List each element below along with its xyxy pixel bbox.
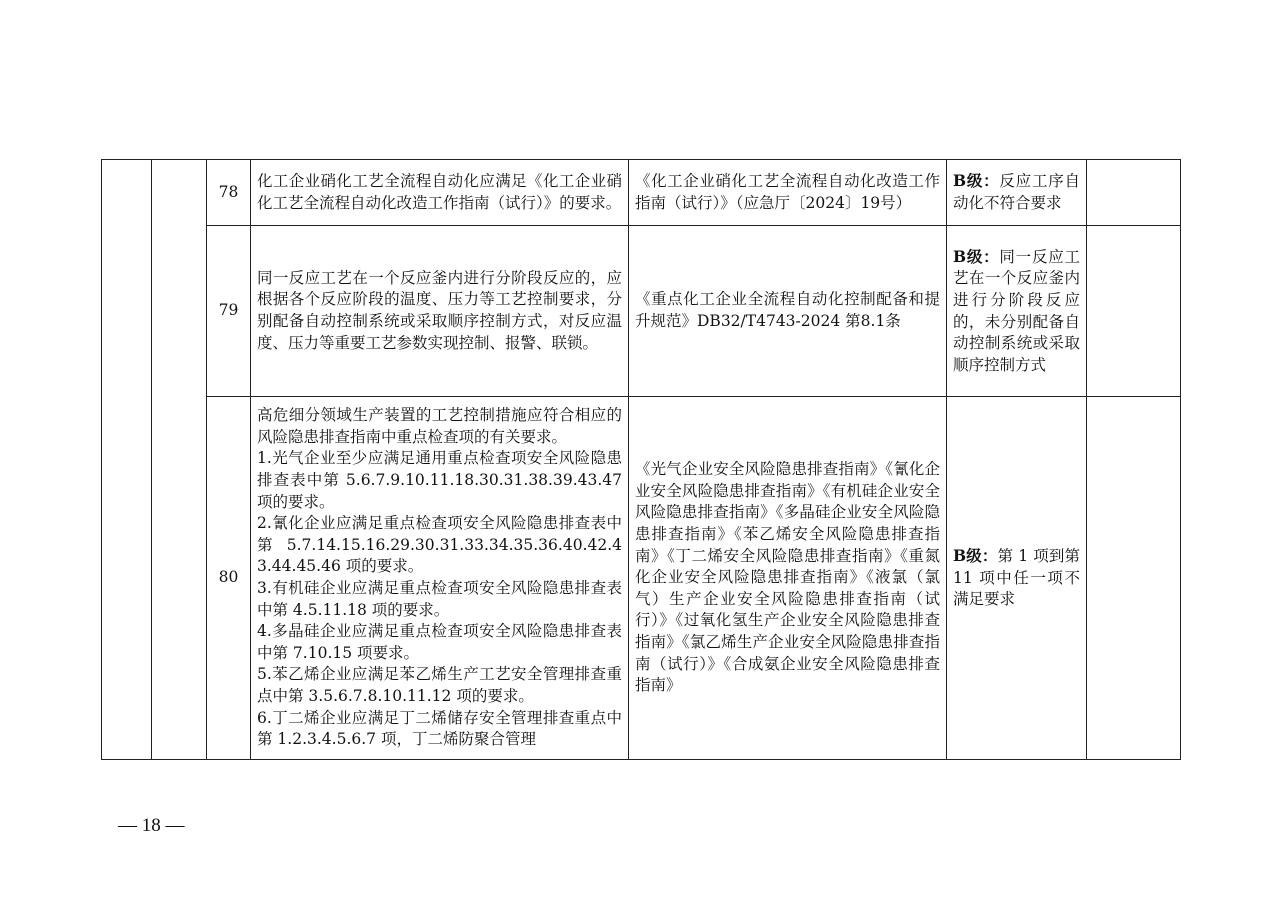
remarks-cell [1087, 226, 1181, 397]
item-number: 79 [207, 226, 251, 397]
grade-label: B级： [953, 171, 1000, 191]
requirement-line: 高危细分领域生产装置的工艺控制措施应符合相应的风险隐患排查指南中重点检查项的有关要求。 [257, 406, 622, 446]
requirement-line: 3.有机硅企业应满足重点检查项安全风险隐患排查表中第 4.5.11.18 项的要求。 [257, 579, 622, 619]
remarks-cell [1087, 397, 1181, 760]
table-row [102, 160, 1181, 226]
item-number: 80 [207, 397, 251, 760]
requirement-text: 化工企业硝化工艺全流程自动化应满足《化工企业硝化工艺全流程自动化改造工作指南（试行）》的要求。 [251, 160, 629, 226]
requirement-line: 2.氰化企业应满足重点检查项安全风险隐患排查表中第 5.7.14.15.16.29.30.31.33.34.35.36.40.42.43.44.45.46 项的要求。 [257, 514, 622, 576]
basis-text: 《光气企业安全风险隐患排查指南》《氰化企业安全风险隐患排查指南》《有机硅企业安全风险隐患排查指南》《多晶硅企业安全风险隐患排查指南》《苯乙烯安全风险隐患排查指南》《丁二烯安全风险隐患排查指南》《重氮化企业安全风险隐患排查指南》《液氯（氯气）生产企业安全风险隐患排查指南（试行）》《过氧化氢生产企业安全风险隐患排查指南》《氯乙烯生产企业安全风险隐患排查指南（试行）》《合成氨企业安全风险隐患排查指南》 [629, 397, 947, 760]
grade-text: 同一反应工艺在一个反应釜内进行分阶段反应的，未分别配备自动控制系统或采取顺序控制方式 [953, 247, 1080, 374]
grade-cell [947, 160, 1087, 226]
requirement-text: 同一反应工艺在一个反应釜内进行分阶段反应的，应根据各个反应阶段的温度、压力等工艺控制要求，分别配备自动控制系统或采取顺序控制方式，对反应温度、压力等重要工艺参数实现控制、报警、联锁。 [251, 226, 629, 397]
basis-text: 《化工企业硝化工艺全流程自动化改造工作指南（试行）》（应急厅〔2024〕19号） [629, 160, 947, 226]
requirement-line: 4.多晶硅企业应满足重点检查项安全风险隐患排查表中第 7.10.15 项要求。 [257, 622, 622, 662]
table-row [102, 397, 1181, 760]
grade-label: B级： [953, 546, 998, 566]
grade-cell [947, 397, 1087, 760]
page-number: — 18 — [118, 815, 185, 836]
requirement-text [251, 397, 629, 760]
subcategory-cell [152, 160, 207, 760]
grade-cell [947, 226, 1087, 397]
basis-text: 《重点化工企业全流程自动化控制配备和提升规范》DB32/T4743-2024 第8.1条 [629, 226, 947, 397]
table-row [102, 226, 1181, 397]
requirement-line: 1.光气企业至少应满足通用重点检查项安全风险隐患排查表中第 5.6.7.9.10.11.18.30.31.38.39.43.47 项的要求。 [257, 449, 622, 511]
item-number: 78 [207, 160, 251, 226]
inspection-table [101, 159, 1181, 760]
requirement-line: 6.丁二烯企业应满足丁二烯储存安全管理排查重点中第 1.2.3.4.5.6.7 项，丁二烯防聚合管理 [257, 708, 622, 749]
grade-text: 第 1 项到第 11 项中任一项不满足要求 [953, 547, 1080, 609]
category-cell [102, 160, 152, 760]
grade-text: 反应工序自动化不符合要求 [953, 172, 1080, 212]
requirement-line: 5.苯乙烯企业应满足苯乙烯生产工艺安全管理排查重点中第 3.5.6.7.8.10.11.12 项的要求。 [257, 665, 622, 705]
grade-label: B级： [953, 246, 1000, 266]
remarks-cell [1087, 160, 1181, 226]
